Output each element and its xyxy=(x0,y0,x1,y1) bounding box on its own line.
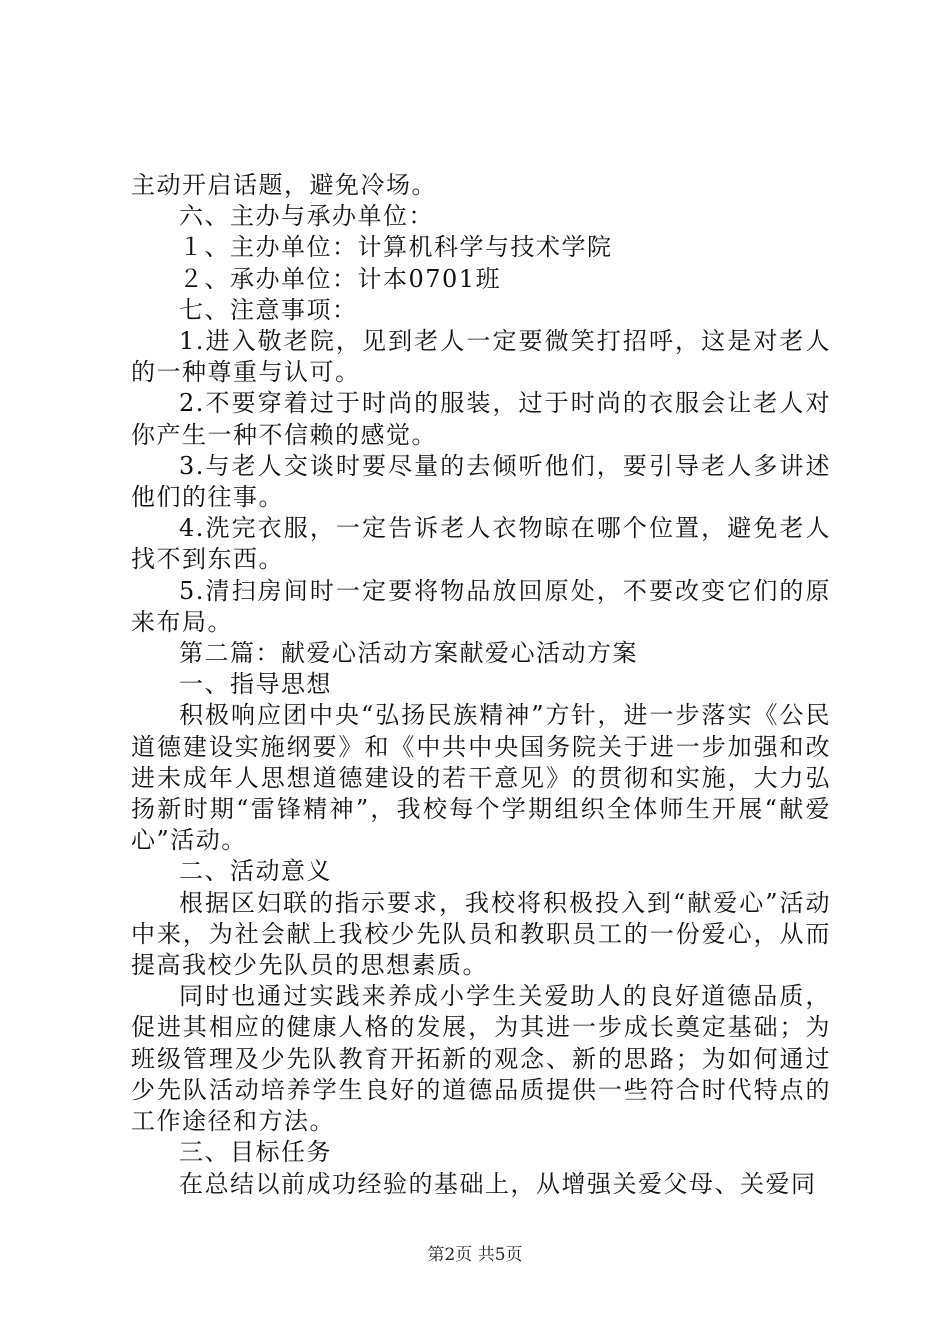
list-item: 2.不要穿着过于时尚的服装，过于时尚的衣服会让老人对你产生一种不信赖的感觉。 xyxy=(131,389,831,449)
section-heading: 七、注意事项： xyxy=(179,295,358,324)
paragraph: 根据区妇联的指示要求，我校将积极投入到“献爱心”活动中来，为社会献上我校少先队员和教职员工的一份爱心，从而提高我校少先队员的思想素质。 xyxy=(131,888,831,980)
section-heading: 三、目标任务 xyxy=(179,1138,332,1167)
list-item: 4.洗完衣服，一定告诉老人衣物晾在哪个位置，避免老人找不到东西。 xyxy=(131,514,831,574)
document-body xyxy=(131,170,831,1200)
paragraph: 积极响应团中央“弘扬民族精神”方针，进一步落实《公民道德建设实施纲要》和《中共中央国务院关于进一步加强和改进未成年人思想道德建设的若干意见》的贯彻和实施，大力弘扬新时期“雷锋精神”，我校每个学期组织全体师生开展“献爱心”活动。 xyxy=(131,701,831,855)
list-item: １、主办单位：计算机科学与技术学院 xyxy=(179,233,613,262)
paragraph: 在总结以前成功经验的基础上，从增强关爱父母、关爱同 xyxy=(179,1169,817,1198)
section-heading: 二、活动意义 xyxy=(179,857,332,886)
paragraph: 主动开启话题，避免冷场。 xyxy=(131,171,437,199)
section-heading: 一、指导思想 xyxy=(179,670,332,699)
section-heading: 六、主办与承办单位： xyxy=(179,202,434,231)
chapter-title: 第二篇：献爱心活动方案献爱心活动方案 xyxy=(179,639,638,668)
list-item: 3.与老人交谈时要尽量的去倾听他们，要引导老人多讲述他们的往事。 xyxy=(131,451,831,512)
paragraph: 同时也通过实践来养成小学生关爱助人的良好道德品质，促进其相应的健康人格的发展，为其进一步成长奠定基础；为班级管理及少先队教育开拓新的观念、新的思路；为如何通过少先队活动培养学生良好的道德品质提供一些符合时代特点的工作途径和方法。 xyxy=(131,982,831,1136)
list-item: ２、承办单位：计本0701班 xyxy=(179,264,502,293)
page-footer: 第2页 共5页 xyxy=(427,1245,523,1265)
list-item: 1.进入敬老院，见到老人一定要微笑打招呼，这是对老人的一种尊重与认可。 xyxy=(131,327,831,387)
list-item: 5.清扫房间时一定要将物品放回原处，不要改变它们的原来布局。 xyxy=(131,576,831,636)
